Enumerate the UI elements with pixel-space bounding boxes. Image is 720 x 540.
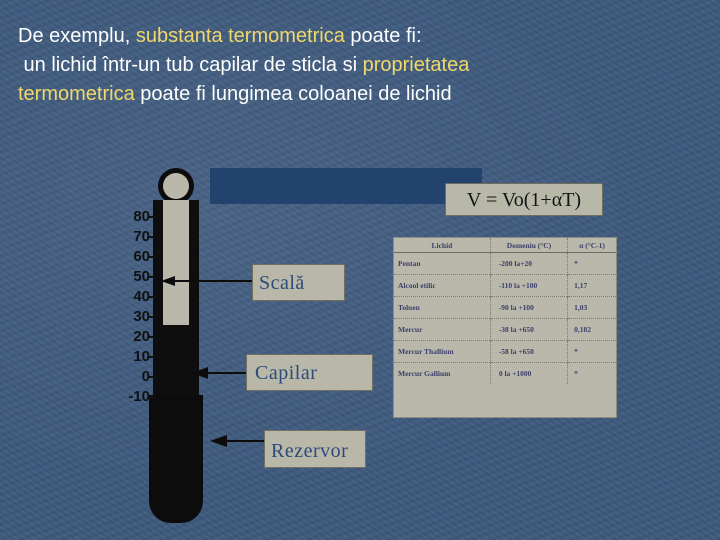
cell-range: 0 la +1000 (490, 363, 567, 385)
highlight-property: proprietatea (362, 54, 470, 76)
table-row (394, 363, 616, 385)
thermometer-top-bulb-inner (163, 173, 189, 199)
cell-range: -38 la +650 (490, 319, 567, 341)
scale-tick-label: 10 (133, 348, 150, 365)
scale-tick-label: 40 (133, 288, 150, 305)
scale-tick-label: 30 (133, 308, 150, 325)
scale-tick-label: -10 (128, 388, 150, 405)
table-row (394, 253, 616, 275)
thermometer-capillary-empty (163, 200, 189, 325)
header-range: Domeniu (°C) (490, 238, 567, 253)
table-row (394, 297, 616, 319)
formula-box: V = Vo(1+αT) (445, 183, 603, 216)
cell-liquid: Mercur Gallium (394, 363, 490, 385)
intro-text-part: poate fi lungimea coloanei de lichid (134, 83, 452, 105)
scale-tick-label: 0 (141, 368, 150, 385)
table-row (394, 275, 616, 297)
cell-range: -110 la +100 (490, 275, 567, 297)
liquids-table-panel (393, 237, 617, 418)
header-alpha: α (°C-1) (568, 238, 616, 253)
cell-alpha: * (568, 341, 616, 363)
scale-tick-label: 80 (133, 208, 150, 225)
label-capillary: Capilar (246, 354, 373, 391)
intro-text-part: un lichid într-un tub capilar de sticla si (18, 54, 363, 76)
scale-tick-label: 20 (133, 328, 150, 345)
cell-liquid: Mercur Thallium (394, 341, 490, 363)
scale-tick-label: 70 (133, 228, 150, 245)
cell-liquid: Alcool etilic (394, 275, 490, 297)
cell-range: -90 la +100 (490, 297, 567, 319)
thermometer-liquid-column (166, 325, 186, 395)
cell-liquid: Toluen (394, 297, 490, 319)
label-scale: Scală (252, 264, 345, 301)
header-liquid: Lichid (394, 238, 490, 253)
intro-text-part: poate fi: (344, 25, 422, 47)
cell-alpha: * (568, 253, 616, 275)
highlight-thermometric-substance: substanta termometrica (135, 25, 345, 47)
table-header-row (394, 238, 616, 253)
cell-alpha: 0,182 (568, 319, 616, 341)
liquids-table (394, 238, 616, 384)
intro-text-part: De exemplu, (18, 25, 136, 47)
cell-range: -58 la +650 (490, 341, 567, 363)
thermometer-reservoir-neck (149, 395, 203, 425)
arrow-reservoir (210, 435, 264, 447)
cell-liquid: Pentan (394, 253, 490, 275)
cell-alpha: * (568, 363, 616, 385)
cell-liquid: Mercur (394, 319, 490, 341)
table-row (394, 319, 616, 341)
cell-alpha: 1,17 (568, 275, 616, 297)
scale-tick-label: 50 (133, 268, 150, 285)
scale-tick-label: 60 (133, 248, 150, 265)
arrow-scale (161, 276, 252, 286)
cell-alpha: 1,03 (568, 297, 616, 319)
arrow-capillary (192, 367, 246, 379)
table-row (394, 341, 616, 363)
cell-range: -200 la+20 (490, 253, 567, 275)
highlight-thermometric: termometrica (18, 83, 135, 105)
label-reservoir: Rezervor (264, 430, 366, 468)
